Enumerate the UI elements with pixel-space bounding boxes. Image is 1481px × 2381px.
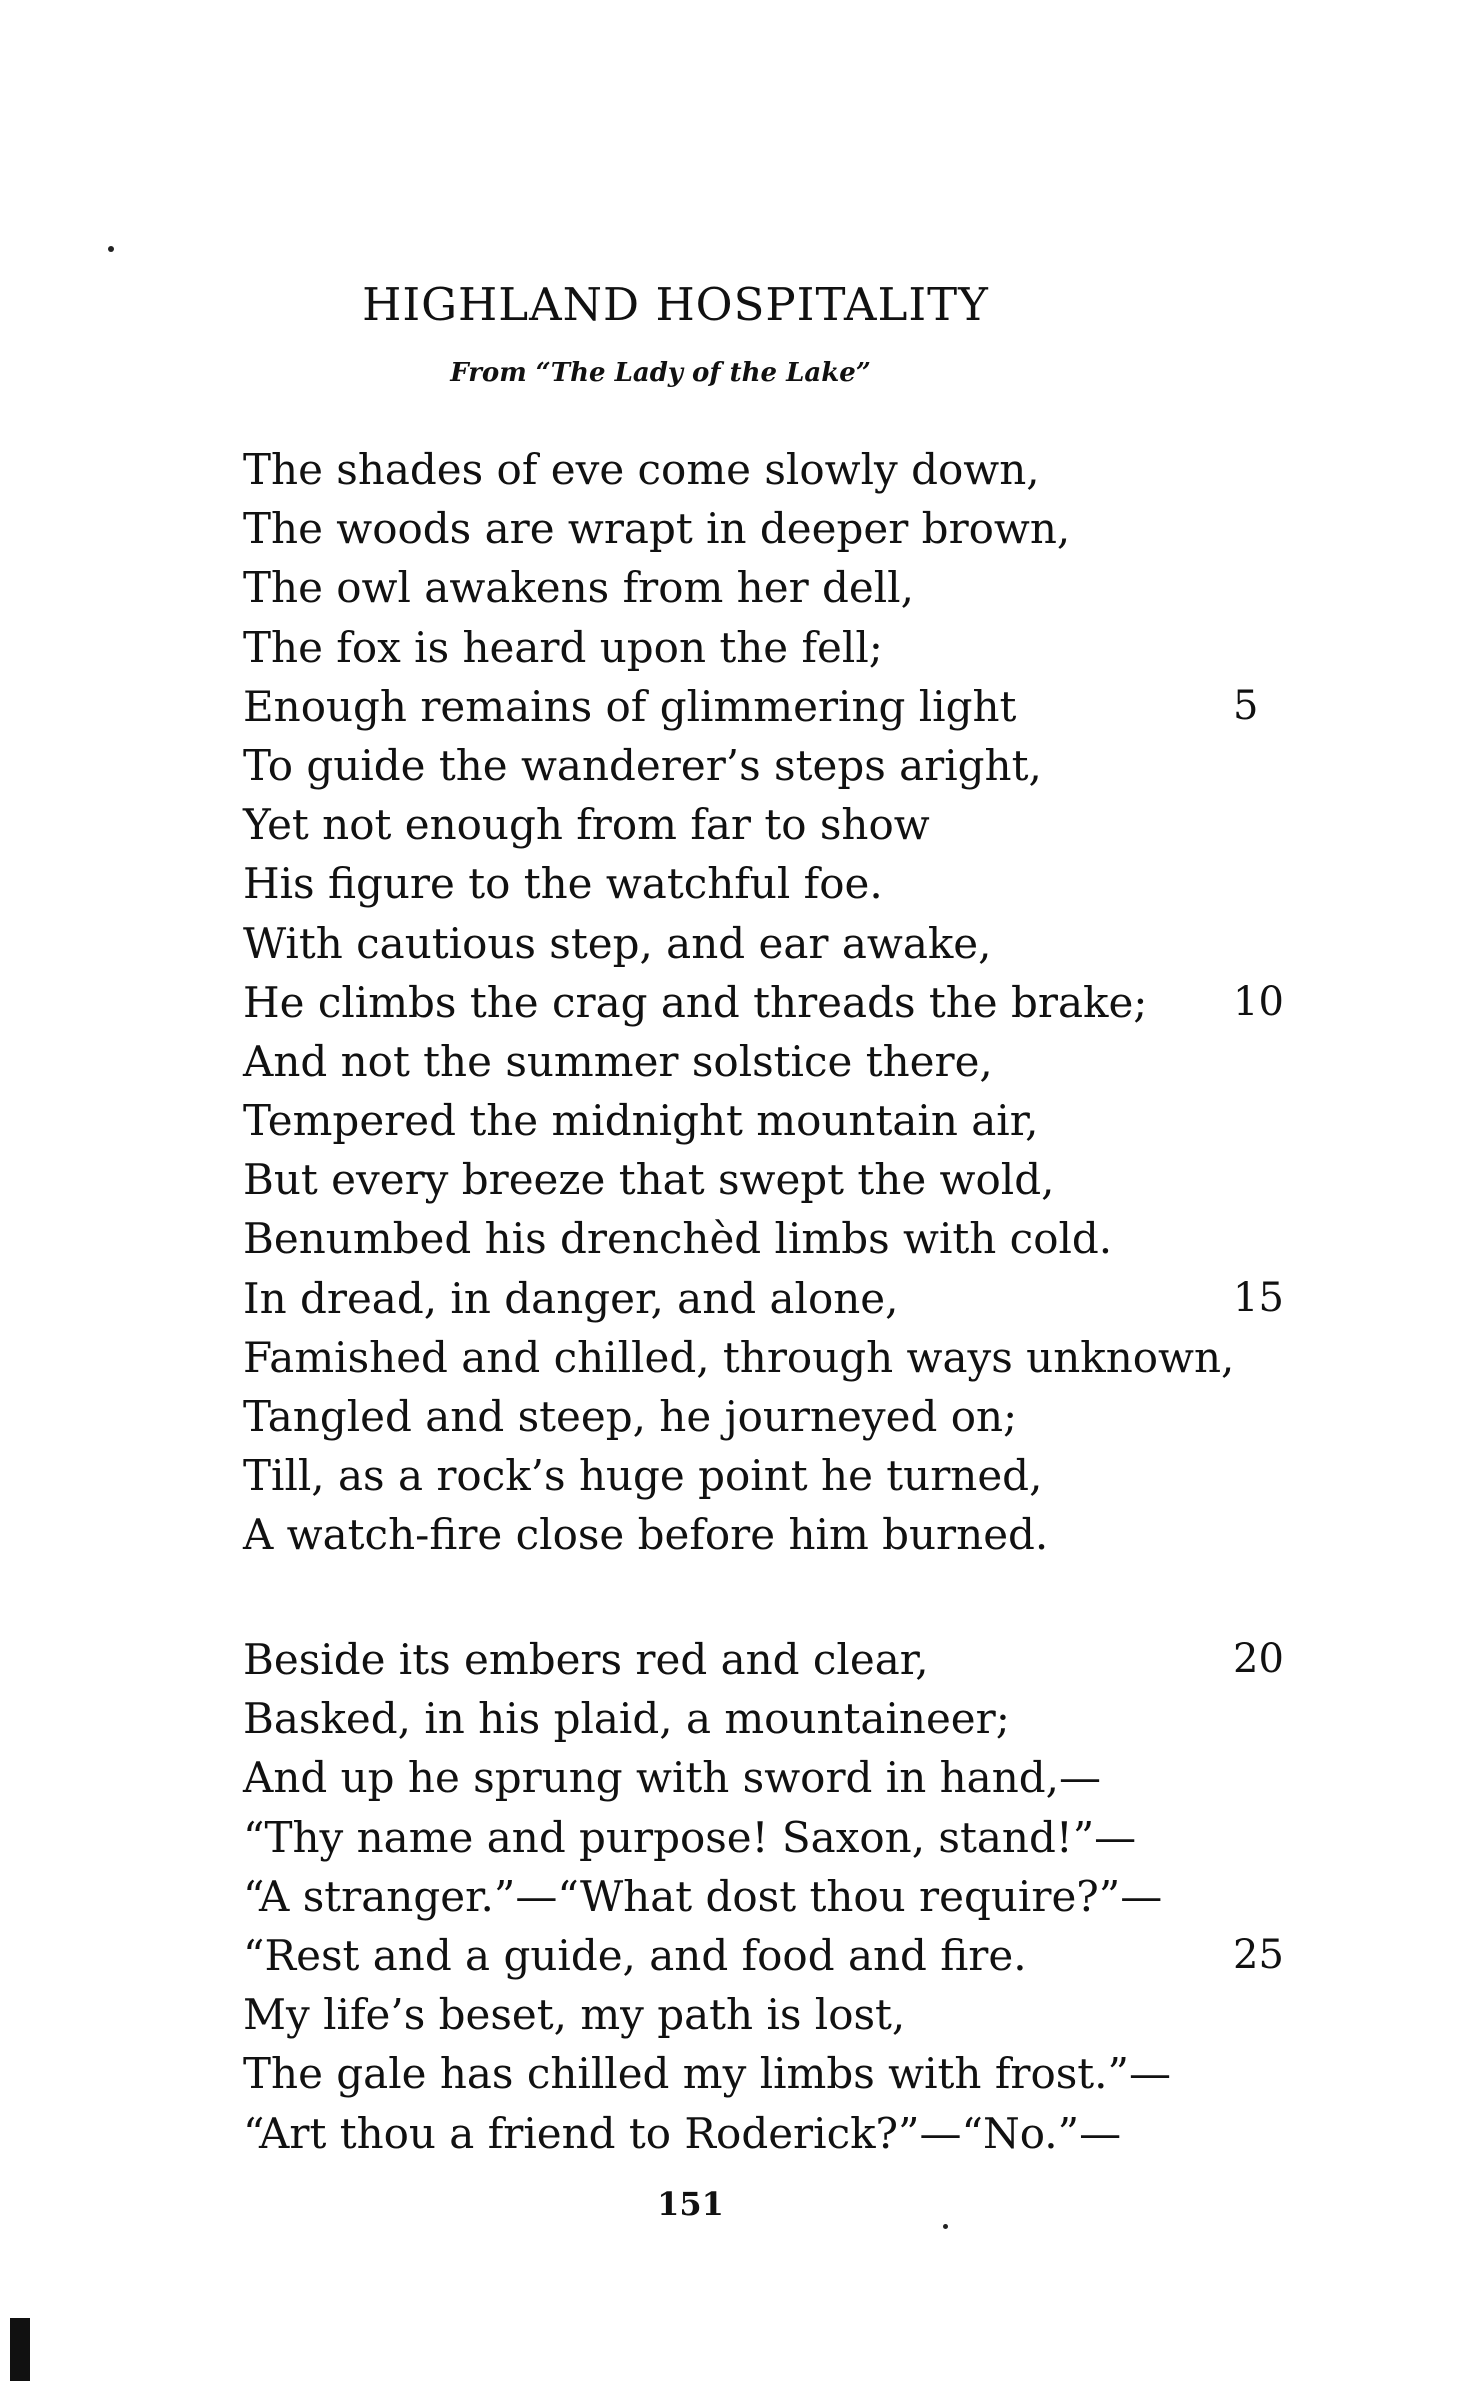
poem-line-text: And not the summer solstice there, bbox=[243, 1036, 993, 1086]
poem-line bbox=[243, 1387, 1303, 1446]
poem-line-text: Benumbed his drenchèd limbs with cold. bbox=[243, 1214, 1113, 1264]
poem-line bbox=[243, 1328, 1303, 1387]
poem-line-text: Tangled and steep, he journeyed on; bbox=[243, 1392, 1018, 1441]
scan-speck bbox=[943, 2224, 948, 2229]
stanza-2 bbox=[243, 1630, 1303, 2163]
poem-line-text: A watch-fire close before him burned. bbox=[243, 1510, 1049, 1560]
poem-line-text: To guide the wanderer’s steps aright, bbox=[243, 740, 1042, 790]
poem-line-text: The shades of eve come slowly down, bbox=[243, 445, 1040, 494]
poem-line bbox=[243, 618, 1303, 677]
poem-line bbox=[243, 1808, 1303, 1867]
poem-line bbox=[243, 1748, 1303, 1807]
poem-line-text: And up he sprung with sword in hand,— bbox=[243, 1753, 1101, 1803]
poem-line-text: “Rest and a guide, and food and fire. bbox=[243, 1930, 1027, 1980]
poem-line-text: Till, as a rock’s huge point he turned, bbox=[243, 1451, 1043, 1501]
poem-line-text: Beside its embers red and clear, bbox=[243, 1635, 929, 1684]
poem-line bbox=[243, 1630, 1303, 1689]
scan-speck bbox=[108, 246, 114, 252]
poem-line bbox=[243, 1032, 1303, 1091]
poem-line-text: Tempered the midnight mountain air, bbox=[243, 1096, 1039, 1146]
poem-line bbox=[243, 1209, 1303, 1268]
line-number: 15 bbox=[1233, 1274, 1284, 1321]
page-number: 151 bbox=[657, 2185, 724, 2223]
poem-line bbox=[243, 973, 1303, 1032]
poem-line bbox=[243, 1985, 1303, 2044]
stanza-1 bbox=[243, 440, 1303, 1565]
poem-line bbox=[243, 854, 1303, 913]
poem-line bbox=[243, 1091, 1303, 1150]
poem-line-text: The woods are wrapt in deeper brown, bbox=[243, 504, 1071, 554]
poem-line bbox=[243, 795, 1303, 854]
poem-line-text: “Art thou a friend to Roderick?”—“No.”— bbox=[243, 2108, 1122, 2158]
poem-line-text: The fox is heard upon the fell; bbox=[243, 622, 883, 672]
poem-line bbox=[243, 499, 1303, 558]
poem-line bbox=[243, 1926, 1303, 1985]
poem-line-text: “Thy name and purpose! Saxon, stand!”— bbox=[243, 1812, 1137, 1862]
poem-line-text: My life’s beset, my path is lost, bbox=[243, 1990, 906, 2040]
subtitle: From “The Lady of the Lake” bbox=[450, 358, 871, 388]
poem-line-text: Yet not enough from far to show bbox=[243, 800, 930, 850]
scan-edge-mark bbox=[10, 2318, 30, 2381]
poem-line bbox=[243, 736, 1303, 795]
poem-line bbox=[243, 677, 1303, 736]
poem-line bbox=[243, 1505, 1303, 1564]
poem-line bbox=[243, 2104, 1303, 2163]
line-number: 10 bbox=[1233, 978, 1284, 1025]
poem-line-text: The gale has chilled my limbs with frost.”— bbox=[243, 2049, 1171, 2099]
poem-line bbox=[243, 558, 1303, 617]
poem-line-text: “A stranger.”—“What dost thou require?”— bbox=[243, 1871, 1163, 1921]
poem-line bbox=[243, 440, 1303, 499]
poem-line-text: With cautious step, and ear awake, bbox=[243, 918, 992, 968]
line-number: 5 bbox=[1233, 682, 1259, 729]
line-number: 20 bbox=[1233, 1636, 1284, 1682]
poem-line-text: Famished and chilled, through ways unknown, bbox=[243, 1332, 1235, 1382]
line-number: 25 bbox=[1233, 1931, 1284, 1978]
page-title: HIGHLAND HOSPITALITY bbox=[362, 278, 989, 331]
poem-line-text: But every breeze that swept the wold, bbox=[243, 1155, 1055, 1205]
poem-line bbox=[243, 1867, 1303, 1926]
poem-line-text: He climbs the crag and threads the brake; bbox=[243, 977, 1148, 1027]
poem-line-text: Basked, in his plaid, a mountaineer; bbox=[243, 1694, 1010, 1744]
poem-line-text: In dread, in danger, and alone, bbox=[243, 1273, 899, 1323]
poem-line bbox=[243, 1446, 1303, 1505]
poem-line-text: His figure to the watchful foe. bbox=[243, 859, 883, 909]
poem-line-text: The owl awakens from her dell, bbox=[243, 563, 914, 613]
poem-line bbox=[243, 1269, 1303, 1328]
poem-line-text: Enough remains of glimmering light bbox=[243, 681, 1017, 731]
poem-line bbox=[243, 1150, 1303, 1209]
poem-line bbox=[243, 2044, 1303, 2103]
poem-line bbox=[243, 1689, 1303, 1748]
poem-line bbox=[243, 914, 1303, 973]
